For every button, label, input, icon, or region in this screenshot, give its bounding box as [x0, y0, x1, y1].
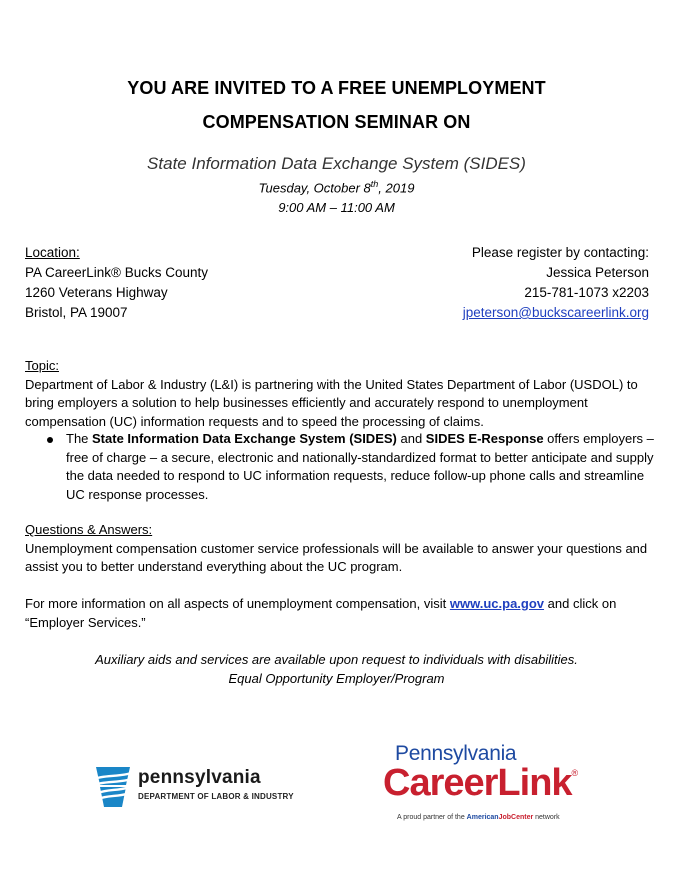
bullet-bold-sides: State Information Data Exchange System (SIDES)	[92, 431, 397, 446]
more-info-pre: For more information on all aspects of unemployment compensation, visit	[25, 596, 450, 611]
location-line-3: Bristol, PA 19007	[25, 305, 128, 320]
location-line-1: PA CareerLink® Bucks County	[25, 265, 209, 280]
location-label: Location:	[25, 245, 80, 260]
careerlink-reg-mark: ®	[571, 768, 578, 778]
event-date	[0, 179, 673, 195]
careerlink-state-text: Pennsylvania	[395, 742, 517, 765]
date-suffix: th	[370, 179, 379, 189]
more-info-section	[25, 595, 653, 632]
pa-name-text: pennsylvania	[138, 767, 261, 788]
qa-section	[25, 521, 653, 577]
contact-email-link[interactable]: jpeterson@buckscareerlink.org	[462, 305, 649, 320]
pa-dept-text: DEPARTMENT OF LABOR & INDUSTRY	[138, 792, 294, 801]
notice-line-2: Equal Opportunity Employer/Program	[228, 671, 445, 686]
contact-phone: 215-781-1073 x2203	[524, 285, 649, 300]
bullet-bold-eresponse: SIDES E-Response	[425, 431, 544, 446]
location-line-2: 1260 Veterans Highway	[25, 285, 168, 300]
heading-line-1: YOU ARE INVITED TO A FREE UNEMPLOYMENT	[127, 78, 546, 98]
topic-section	[25, 357, 653, 431]
topic-body: Department of Labor & Industry (L&I) is partnering with the United States Department of Labor (USDOL) to bring employers a solution to help businesses efficiently and accurately respond to unemployment compensation (UC) information requests and to speed the processing of claims.	[25, 376, 638, 429]
notice-line-1: Auxiliary aids and services are available upon request to individuals with disabilities.	[95, 652, 578, 667]
qa-body: Unemployment compensation customer service professionals will be available to answer your questions and assist you to better understand everything about the UC program.	[25, 540, 648, 574]
system-name: State Information Data Exchange System (SIDES)	[147, 154, 526, 173]
qa-label: Questions & Answers:	[25, 522, 153, 537]
tagline-post: network	[533, 814, 560, 821]
careerlink-tagline	[397, 814, 560, 821]
accessibility-notice	[0, 650, 673, 688]
heading-line-2: COMPENSATION SEMINAR ON	[202, 112, 471, 132]
topic-bullet	[66, 430, 656, 504]
uc-website-link[interactable]: www.uc.pa.gov	[449, 596, 545, 611]
bullet-mid: and	[396, 431, 426, 446]
date-year: , 2019	[378, 180, 415, 196]
more-info-post: and click on “Employer Services.”	[25, 596, 617, 630]
tagline-jobcenter: JobCenter	[498, 814, 534, 821]
keystone-icon	[92, 765, 134, 809]
bullet-post: offers employers – free of charge – a secure, electronic and nationally-standardized format to better anticipate and supply the data needed to respond to UC information requests, reduce follow-up phone calls and streamline UC response processes.	[66, 431, 654, 502]
register-label: Please register by contacting:	[471, 245, 649, 260]
careerlink-name-text: CareerLink	[383, 762, 572, 804]
tagline-pre: A proud partner of the	[397, 814, 467, 821]
pa-careerlink-logo	[383, 742, 603, 824]
pa-dli-logo	[92, 765, 302, 813]
tagline-american: American	[466, 814, 499, 821]
registration-block	[463, 243, 649, 323]
bullet-pre: The	[66, 431, 93, 446]
location-block	[25, 243, 208, 323]
careerlink-name	[383, 762, 577, 805]
event-time: 9:00 AM – 11:00 AM	[278, 200, 395, 215]
date-prefix: Tuesday, October 8	[258, 180, 371, 196]
contact-name: Jessica Peterson	[546, 265, 649, 280]
topic-label: Topic:	[25, 358, 59, 373]
bullet-icon	[47, 437, 53, 443]
